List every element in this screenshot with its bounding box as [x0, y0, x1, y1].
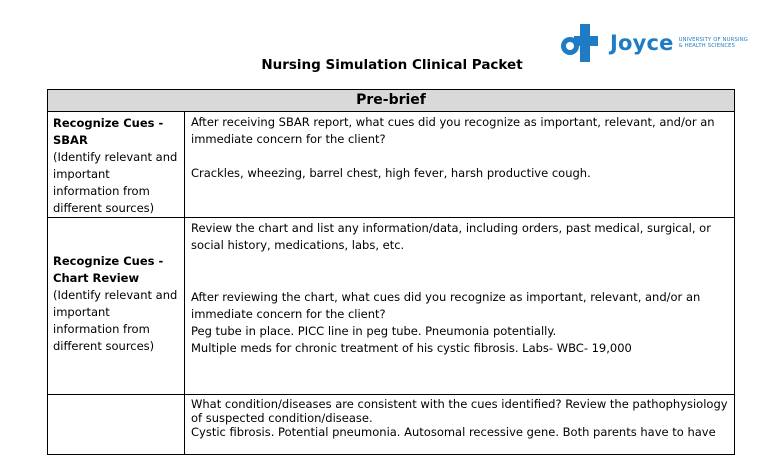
page-title: Nursing Simulation Clinical Packet	[261, 57, 523, 73]
table-row	[48, 218, 735, 395]
logo-name: Joyce	[610, 31, 674, 55]
row-prompt: After receiving SBAR report, what cues did you recognize as important, relevant, and/or an immediate concern for the client?	[191, 115, 715, 146]
section-header-row	[48, 90, 735, 112]
row-label	[48, 218, 185, 395]
row-content	[185, 112, 735, 218]
row-answer: Crackles, wheezing, barrel chest, high fever, harsh productive cough.	[191, 166, 591, 180]
section-title: Pre-brief	[48, 90, 735, 112]
row-prompt-1: Review the chart and list any information/data, including orders, past medical, surgical, or social history, medications, labs, etc.	[191, 221, 711, 252]
row-answer-1: Peg tube in place. PICC line in peg tube. Pneumonia potentially.	[191, 324, 557, 338]
clinical-packet-table	[47, 89, 735, 455]
logo-subtitle-line2: & HEALTH SCIENCES	[678, 43, 736, 49]
row-answer-2: Multiple meds for chronic treatment of his cystic fibrosis. Labs- WBC- 19,000	[191, 341, 632, 355]
row-prompt-2: After reviewing the chart, what cues did you recognize as important, relevant, and/or an immediate concern for the client?	[191, 290, 701, 321]
row-answer: Cystic fibrosis. Potential pneumonia. Autosomal recessive gene. Both parents have to have	[191, 425, 716, 439]
table-row	[48, 395, 735, 455]
row-label	[48, 395, 185, 455]
row-label-detail: (Identify relevant and important information from different sources)	[53, 150, 178, 215]
row-prompt: What condition/diseases are consistent with the cues identified? Review the pathophysiology of suspected condition/disease.	[191, 397, 728, 425]
logo-subtitle-line1: UNIVERSITY OF NURSING	[678, 36, 748, 43]
row-content	[185, 218, 735, 395]
row-content	[185, 395, 735, 455]
table-row	[48, 112, 735, 218]
row-label-detail: (Identify relevant and important information from different sources)	[53, 288, 178, 353]
row-label	[48, 112, 185, 218]
logo-subtitle	[679, 37, 748, 50]
row-label-heading: Recognize Cues - Chart Review	[53, 254, 164, 285]
row-label-heading: Recognize Cues - SBAR	[53, 116, 164, 147]
